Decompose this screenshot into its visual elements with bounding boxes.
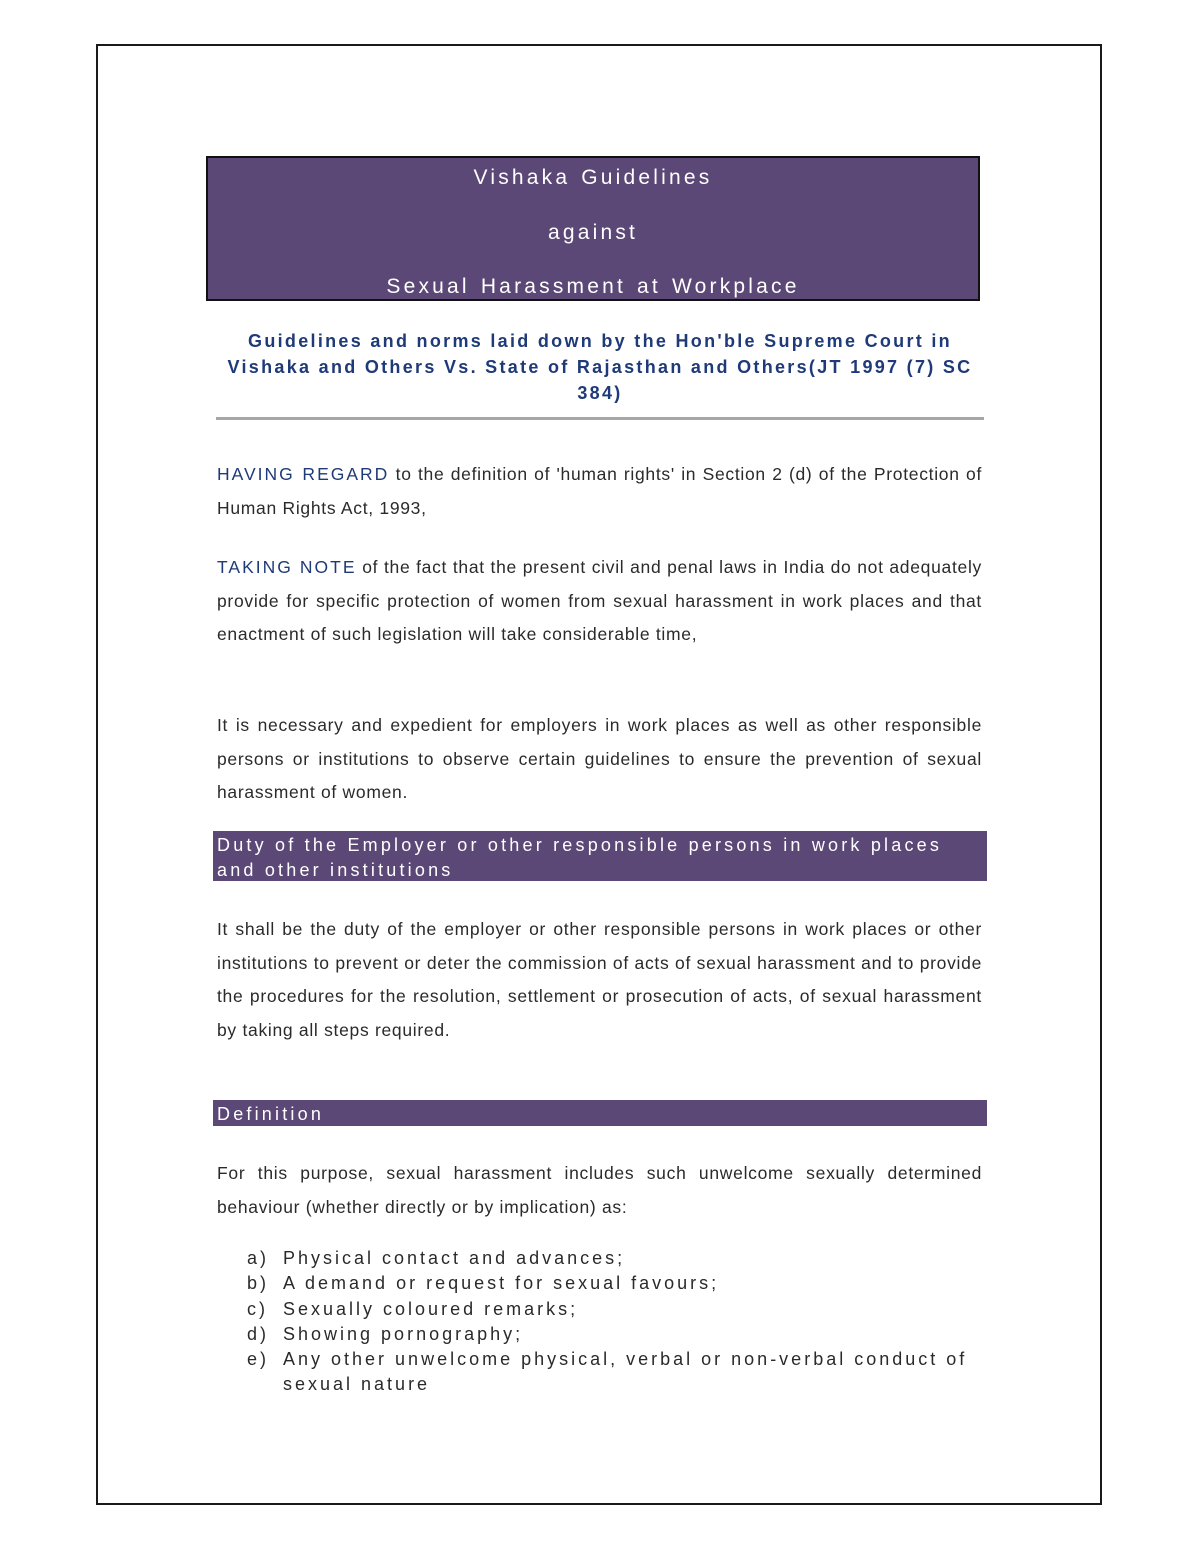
list-marker: b) [247, 1273, 270, 1294]
list-item [247, 1297, 985, 1322]
section-heading-duty: Duty of the Employer or other responsible persons in work places and other institutions [213, 831, 987, 881]
paragraph-duty-body: It shall be the duty of the employer or other responsible persons in work places or other institutions to prevent or deter the commission of acts of sexual harassment and to provide the procedures for the resolution, settlement or prosecution of acts, of sexual harassment by taking all steps required. [217, 919, 982, 1040]
list-item-text: Showing pornography; [283, 1323, 524, 1344]
document-subtitle: Guidelines and norms laid down by the Hon'ble Supreme Court in Vishaka and Others Vs. State of Rajasthan and Others(JT 1997 (7) SC 384) [227, 331, 973, 403]
list-item-text: Any other unwelcome physical, verbal or non-verbal conduct of sexual nature [283, 1349, 968, 1395]
list-item-text: Physical contact and advances; [283, 1248, 626, 1268]
list-marker: e) [247, 1349, 270, 1370]
list-item [247, 1322, 985, 1347]
definition-list [247, 1246, 985, 1398]
paragraph-definition-intro: For this purpose, sexual harassment includes such unwelcome sexually determined behaviour (whether directly or by implication) as: [217, 1163, 982, 1217]
lead-taking-note: TAKING NOTE [217, 557, 357, 577]
list-marker: a) [247, 1248, 270, 1268]
title-line-3: Sexual Harassment at Workplace [386, 275, 800, 298]
title-line-2: against [547, 221, 639, 244]
list-item [247, 1246, 985, 1271]
list-item [247, 1271, 985, 1296]
list-marker: d) [247, 1323, 270, 1344]
paragraph-necessary: It is necessary and expedient for employers in work places as well as other responsible persons or institutions to observe certain guidelines to ensure the prevention of sexual harassment of women. [217, 715, 982, 802]
list-item-text: Sexually coloured remarks; [283, 1298, 579, 1319]
lead-having-regard: HAVING REGARD [217, 464, 390, 484]
title-line-1: Vishaka Guidelines [473, 166, 713, 189]
text-taking-note: of the fact that the present civil and penal laws in India do not adequately provide for specific protection of women from sexual harassment in work places and that enactment of such legislation will take considerable time, [217, 557, 983, 644]
horizontal-divider [216, 417, 984, 420]
title-box [206, 156, 980, 301]
list-marker: c) [247, 1298, 268, 1319]
paragraph-having-regard [217, 458, 982, 525]
section-heading-definition: Definition [213, 1100, 987, 1126]
text-having-regard: to the definition of 'human rights' in Section 2 (d) of the Protection of Human Rights Act, 1993, [217, 464, 983, 518]
list-item [247, 1347, 985, 1398]
paragraph-taking-note [217, 551, 982, 652]
list-item-text: A demand or request for sexual favours; [283, 1273, 720, 1294]
